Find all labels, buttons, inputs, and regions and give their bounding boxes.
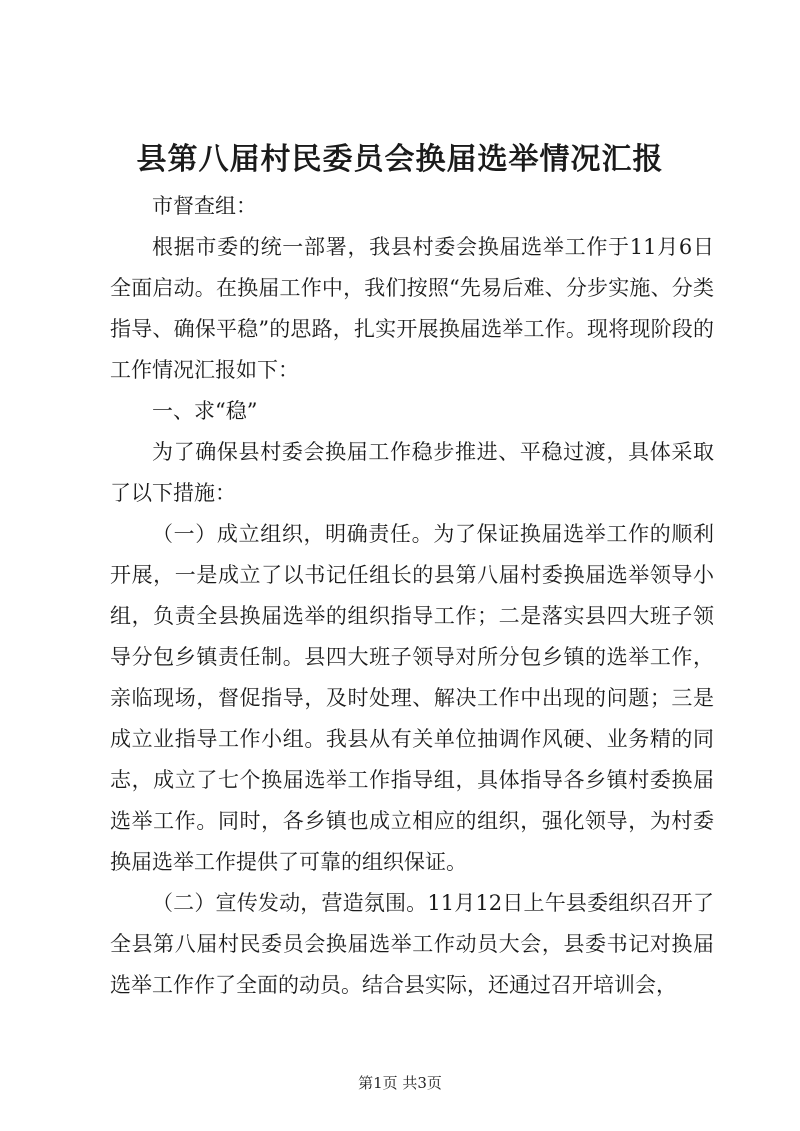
document-body [110, 186, 714, 1006]
document-title: 县第八届村民委员会换届选举情况汇报 [136, 142, 664, 177]
measures-intro-paragraph: 为了确保县村委会换届工作稳步推进、平稳过渡，具体采取了以下措施： [110, 440, 714, 505]
section-heading-1: 一、求“稳” [152, 399, 258, 423]
salutation: 市督查组： [152, 194, 257, 218]
intro-paragraph: 根据市委的统一部署，我县村委会换届选举工作于11月6日全面启动。在换届工作中，我们按照“先易后难、分步实施、分类指导、确保平稳”的思路，扎实开展换届选举工作。现将现阶段的工作情况汇报如下： [110, 235, 714, 382]
item-2-paragraph: （二）宣传发动，营造氛围。11月12日上午县委组织召开了全县第八届村民委员会换届选举工作动员大会，县委书记对换届选举工作作了全面的动员。结合县实际，还通过召开培训会， [110, 891, 714, 997]
page-footer: 第1页 共3页 [358, 1074, 442, 1092]
item-1-paragraph: （一）成立组织，明确责任。为了保证换届选举工作的顺利开展，一是成立了以书记任组长的县第八届村委换届选举领导小组，负责全县换届选举的组织指导工作；二是落实县四大班子领导分包乡镇责任制。县四大班子领导对所分包乡镇的选举工作，亲临现场，督促指导，及时处理、解决工作中出现的问题；三是成立业指导工作小组。我县从有关单位抽调作风硬、业务精的同志，成立了七个换届选举工作指导组，具体指导各乡镇村委换届选举工作。同时，各乡镇也成立相应的组织，强化领导，为村委换届选举工作提供了可靠的组织保证。 [110, 522, 714, 874]
